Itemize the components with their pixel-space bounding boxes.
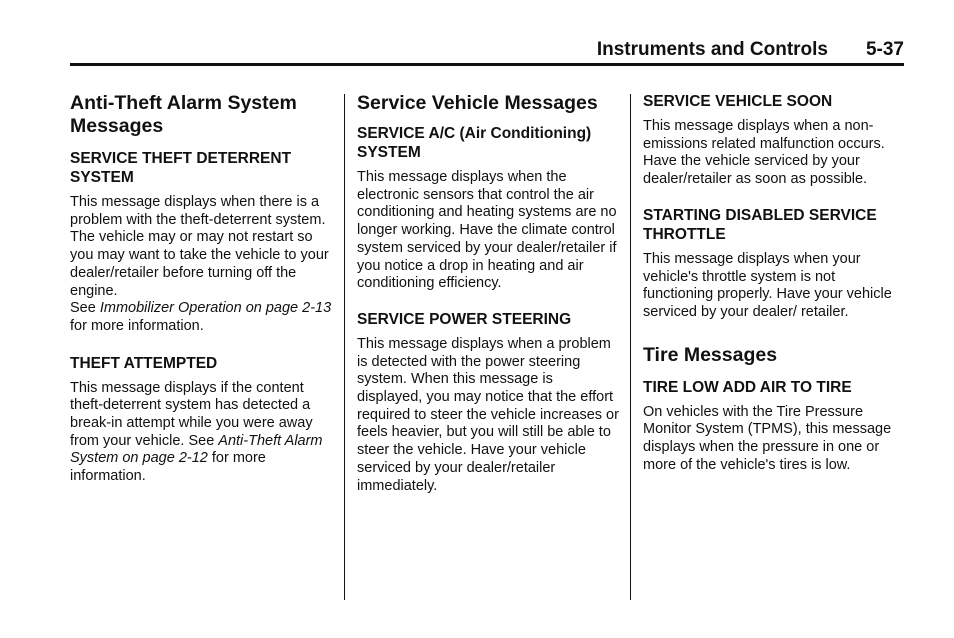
cross-reference-immobilizer[interactable]: Immobilizer Operation on page 2-13: [99, 300, 332, 317]
see-text: See: [70, 300, 100, 317]
paragraph-service-ac: This message displays when the electronic sensors that control the air conditioning and heating systems are no longer working. Have the climate control system serviced by your dealer/retailer if you notice a drop in heating and air conditioning efficiency.: [357, 169, 617, 292]
cross-reference-anti-theft-alarm[interactable]: Anti-Theft Alarm System on page 2-12: [70, 432, 323, 467]
heading-starting-disabled: STARTING DISABLED SERVICE THROTTLE: [643, 206, 877, 243]
page-number: 5-37: [865, 39, 904, 60]
heading-theft-attempted: THEFT ATTEMPTED: [70, 354, 218, 372]
heading-service-ac: SERVICE A/C (Air Conditioning) SYSTEM: [357, 125, 592, 161]
section-title-service-vehicle: Service Vehicle Messages: [357, 92, 598, 114]
tail-text: for more information.: [70, 317, 204, 334]
body-text: This message displays when there is a problem with the theft-deterrent system. The vehicle may or may not restart so you may want to take the vehicle to your dealer/retailer before turning off the engine.: [70, 194, 329, 299]
paragraph-theft-attempted: [70, 380, 334, 486]
column-divider-left: [344, 94, 345, 600]
paragraph-service-theft-deterrent: [70, 194, 334, 336]
column-middle: [357, 92, 619, 505]
column-divider-right: [630, 94, 631, 600]
body-text: This message displays if the content theft-deterrent system has detected a break-in attempt while you were away from your vehicle. See: [70, 379, 313, 449]
heading-tire-low: TIRE LOW ADD AIR TO TIRE: [643, 378, 852, 396]
paragraph-service-vehicle-soon: This message displays when a non-emissions related malfunction occurs. Have the vehicle serviced by your dealer/retailer as soon as possible.: [643, 118, 885, 188]
column-left: [70, 92, 334, 496]
paragraph-tire-low: On vehicles with the Tire Pressure Monitor System (TPMS), this message displays when the pressure in one or more of the vehicle's tires is low.: [643, 403, 892, 473]
heading-service-theft-deterrent: SERVICE THEFT DETERRENT SYSTEM: [70, 150, 292, 186]
page-header: [70, 38, 904, 66]
section-title-tire-messages: Tire Messages: [643, 343, 778, 366]
chapter-title: Instruments and Controls: [596, 39, 828, 60]
paragraph-starting-disabled: This message displays when your vehicle's throttle system is not functioning properly. Have your vehicle serviced by your dealer/ retailer.: [643, 250, 892, 320]
heading-service-vehicle-soon: SERVICE VEHICLE SOON: [643, 93, 833, 110]
heading-service-power-steering: SERVICE POWER STEERING: [357, 310, 572, 328]
header-rule: [70, 63, 904, 66]
column-right: [643, 92, 899, 484]
paragraph-service-power-steering: This message displays when a problem is detected with the power steering system. When this message is displayed, you may notice that the effort required to steer the vehicle increases or feels heavier, but you will still be able to steer the vehicle. Have your vehicle serviced by your dealer/retailer immediately.: [357, 335, 619, 494]
tail-text: for more information.: [70, 450, 266, 485]
section-title-anti-theft: Anti-Theft Alarm System Messages: [70, 92, 297, 137]
